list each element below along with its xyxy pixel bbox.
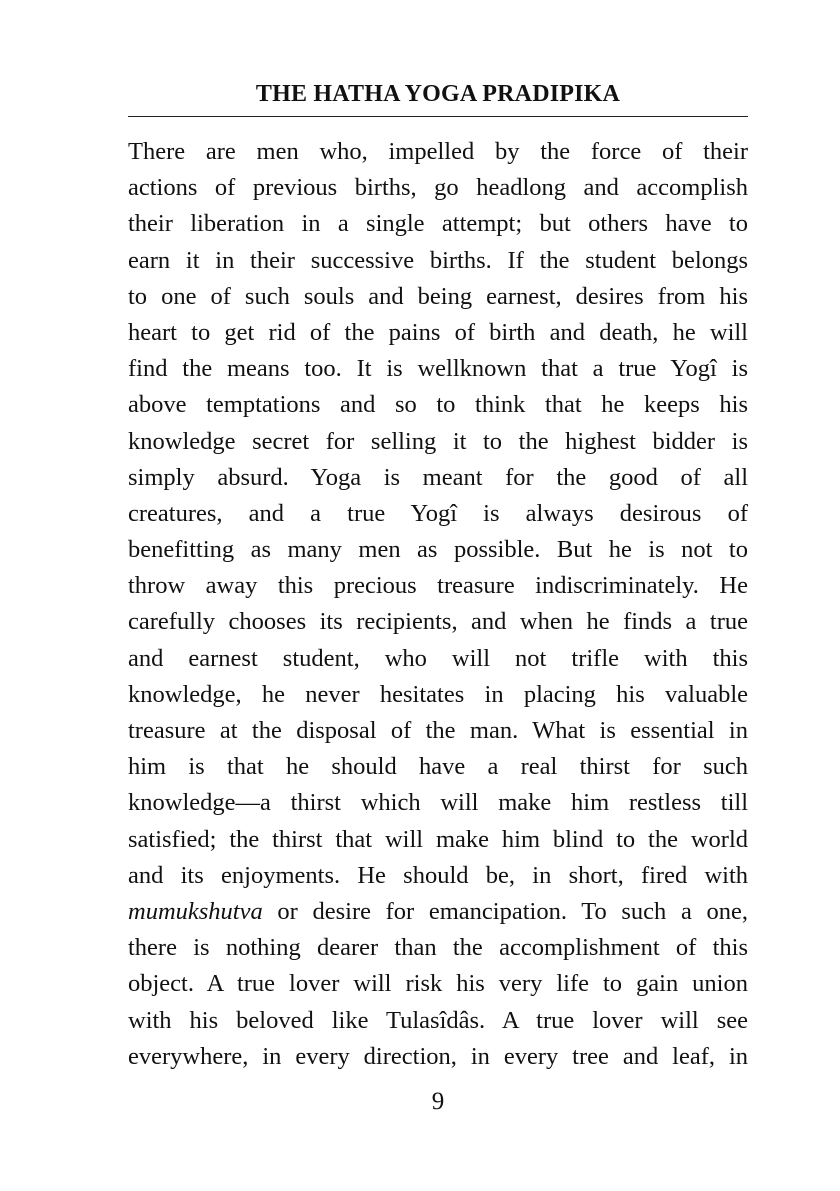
text-line: carefully chooses its recipients, and when he finds a true (128, 608, 748, 636)
header-rule-divider (128, 116, 748, 117)
text-line: there is nothing dearer than the accomplishment of this (128, 934, 748, 962)
text-line: to one of such souls and being earnest, desires from his (128, 282, 748, 310)
text-line: object. A true lover will risk his very life to gain union (128, 970, 748, 998)
text-line: heart to get rid of the pains of birth and death, he will (128, 318, 748, 346)
text-line: above temptations and so to think that he keeps his (128, 391, 748, 419)
text-line: and earnest student, who will not trifle with this (128, 644, 748, 672)
page-number: 9 (431, 1088, 445, 1115)
text-line: simply absurd. Yoga is meant for the good of all (128, 463, 748, 491)
text-line: satisfied; the thirst that will make him blind to the world (128, 825, 748, 853)
text-line: creatures, and a true Yogî is always desirous of (128, 499, 748, 527)
text-line: with his beloved like Tulasîdâs. A true lover will see (128, 1006, 748, 1034)
italic-term: mumukshutva (128, 897, 263, 925)
text-line: earn it in their successive births. If the student belongs (128, 246, 748, 274)
text-line: There are men who, impelled by the force of their (128, 138, 748, 165)
text-line-rest: or desire for emancipation. To such a one, (262, 897, 748, 925)
text-line: actions of previous births, go headlong and accomplish (128, 174, 748, 202)
text-line: and its enjoyments. He should be, in short, fired with (128, 861, 748, 889)
text-line: their liberation in a single attempt; but others have to (128, 210, 748, 238)
text-line: throw away this precious treasure indiscriminately. He (128, 572, 748, 600)
text-line-with-italic-term (128, 894, 748, 930)
body-paragraph (128, 134, 748, 1075)
text-line: him is that he should have a real thirst for such (128, 753, 748, 781)
text-line: knowledge, he never hesitates in placing his valuable (128, 680, 748, 708)
text-line: knowledge secret for selling it to the highest bidder is (128, 427, 748, 455)
text-line: everywhere, in every direction, in every tree and leaf, in (128, 1042, 748, 1070)
text-line: knowledge—a thirst which will make him restless till (128, 789, 748, 817)
text-line: find the means too. It is wellknown that a true Yogî is (128, 355, 748, 383)
text-line: benefitting as many men as possible. But he is not to (128, 536, 748, 564)
running-head-title: THE HATHA YOGA PRADIPIKA (255, 81, 621, 107)
text-line: treasure at the disposal of the man. What is essential in (128, 717, 748, 744)
